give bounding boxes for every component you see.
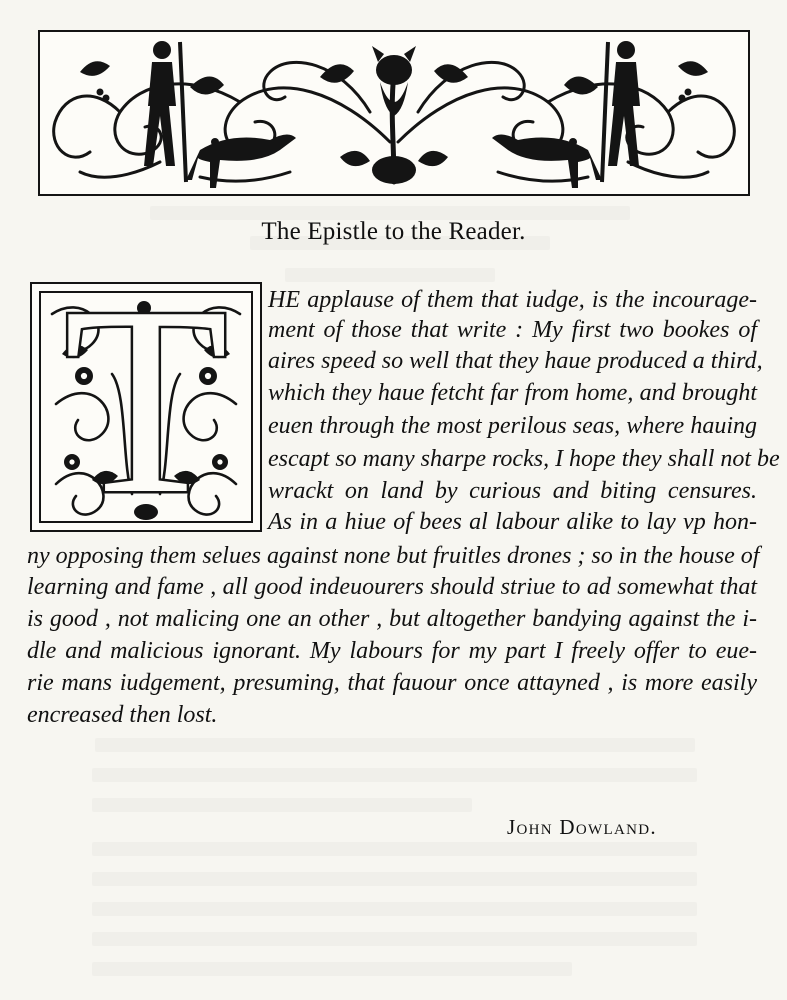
- body-line: rie mans iudgement, presuming, that fauour once attayned , is more easily: [27, 670, 757, 696]
- body-line: which they haue fetcht far from home, and brought: [268, 380, 757, 406]
- body-line: wrackt on land by curious and biting censures.: [268, 478, 757, 504]
- body-line: is good , not malicing one an other , but altogether bandying against the i-: [27, 606, 757, 632]
- body-line: dle and malicious ignorant. My labours for my part I freely offer to eue-: [27, 638, 757, 664]
- page-title: The Epistle to the Reader.: [261, 218, 526, 245]
- author-signature: John Dowland.: [507, 815, 657, 839]
- body-line: encreased then lost.: [27, 702, 218, 728]
- body-line: aires speed so well that they haue produced a third,: [268, 348, 763, 374]
- initial-letter: T: [63, 251, 229, 550]
- headpiece-ornament-icon: [40, 32, 748, 194]
- decorated-initial: [30, 251, 262, 550]
- body-line: As in a hiue of bees al labour alike to lay vp hon-: [268, 509, 757, 535]
- body-line: HE applause of them that iudge, is the incourage-: [268, 287, 757, 313]
- body-line: ny opposing them selues against none but fruitles drones ; so in the house of: [27, 543, 760, 569]
- floral-initial-icon: [32, 284, 260, 530]
- body-line: euen through the most perilous seas, where hauing: [268, 413, 757, 439]
- body-line: learning and fame , all good indeuourers should striue to ad somewhat that: [27, 574, 757, 600]
- ornamental-headpiece: [38, 30, 750, 196]
- body-line: escapt so many sharpe rocks, I hope they shall not be: [268, 446, 780, 472]
- body-line: ment of those that write : My first two bookes of: [268, 317, 757, 343]
